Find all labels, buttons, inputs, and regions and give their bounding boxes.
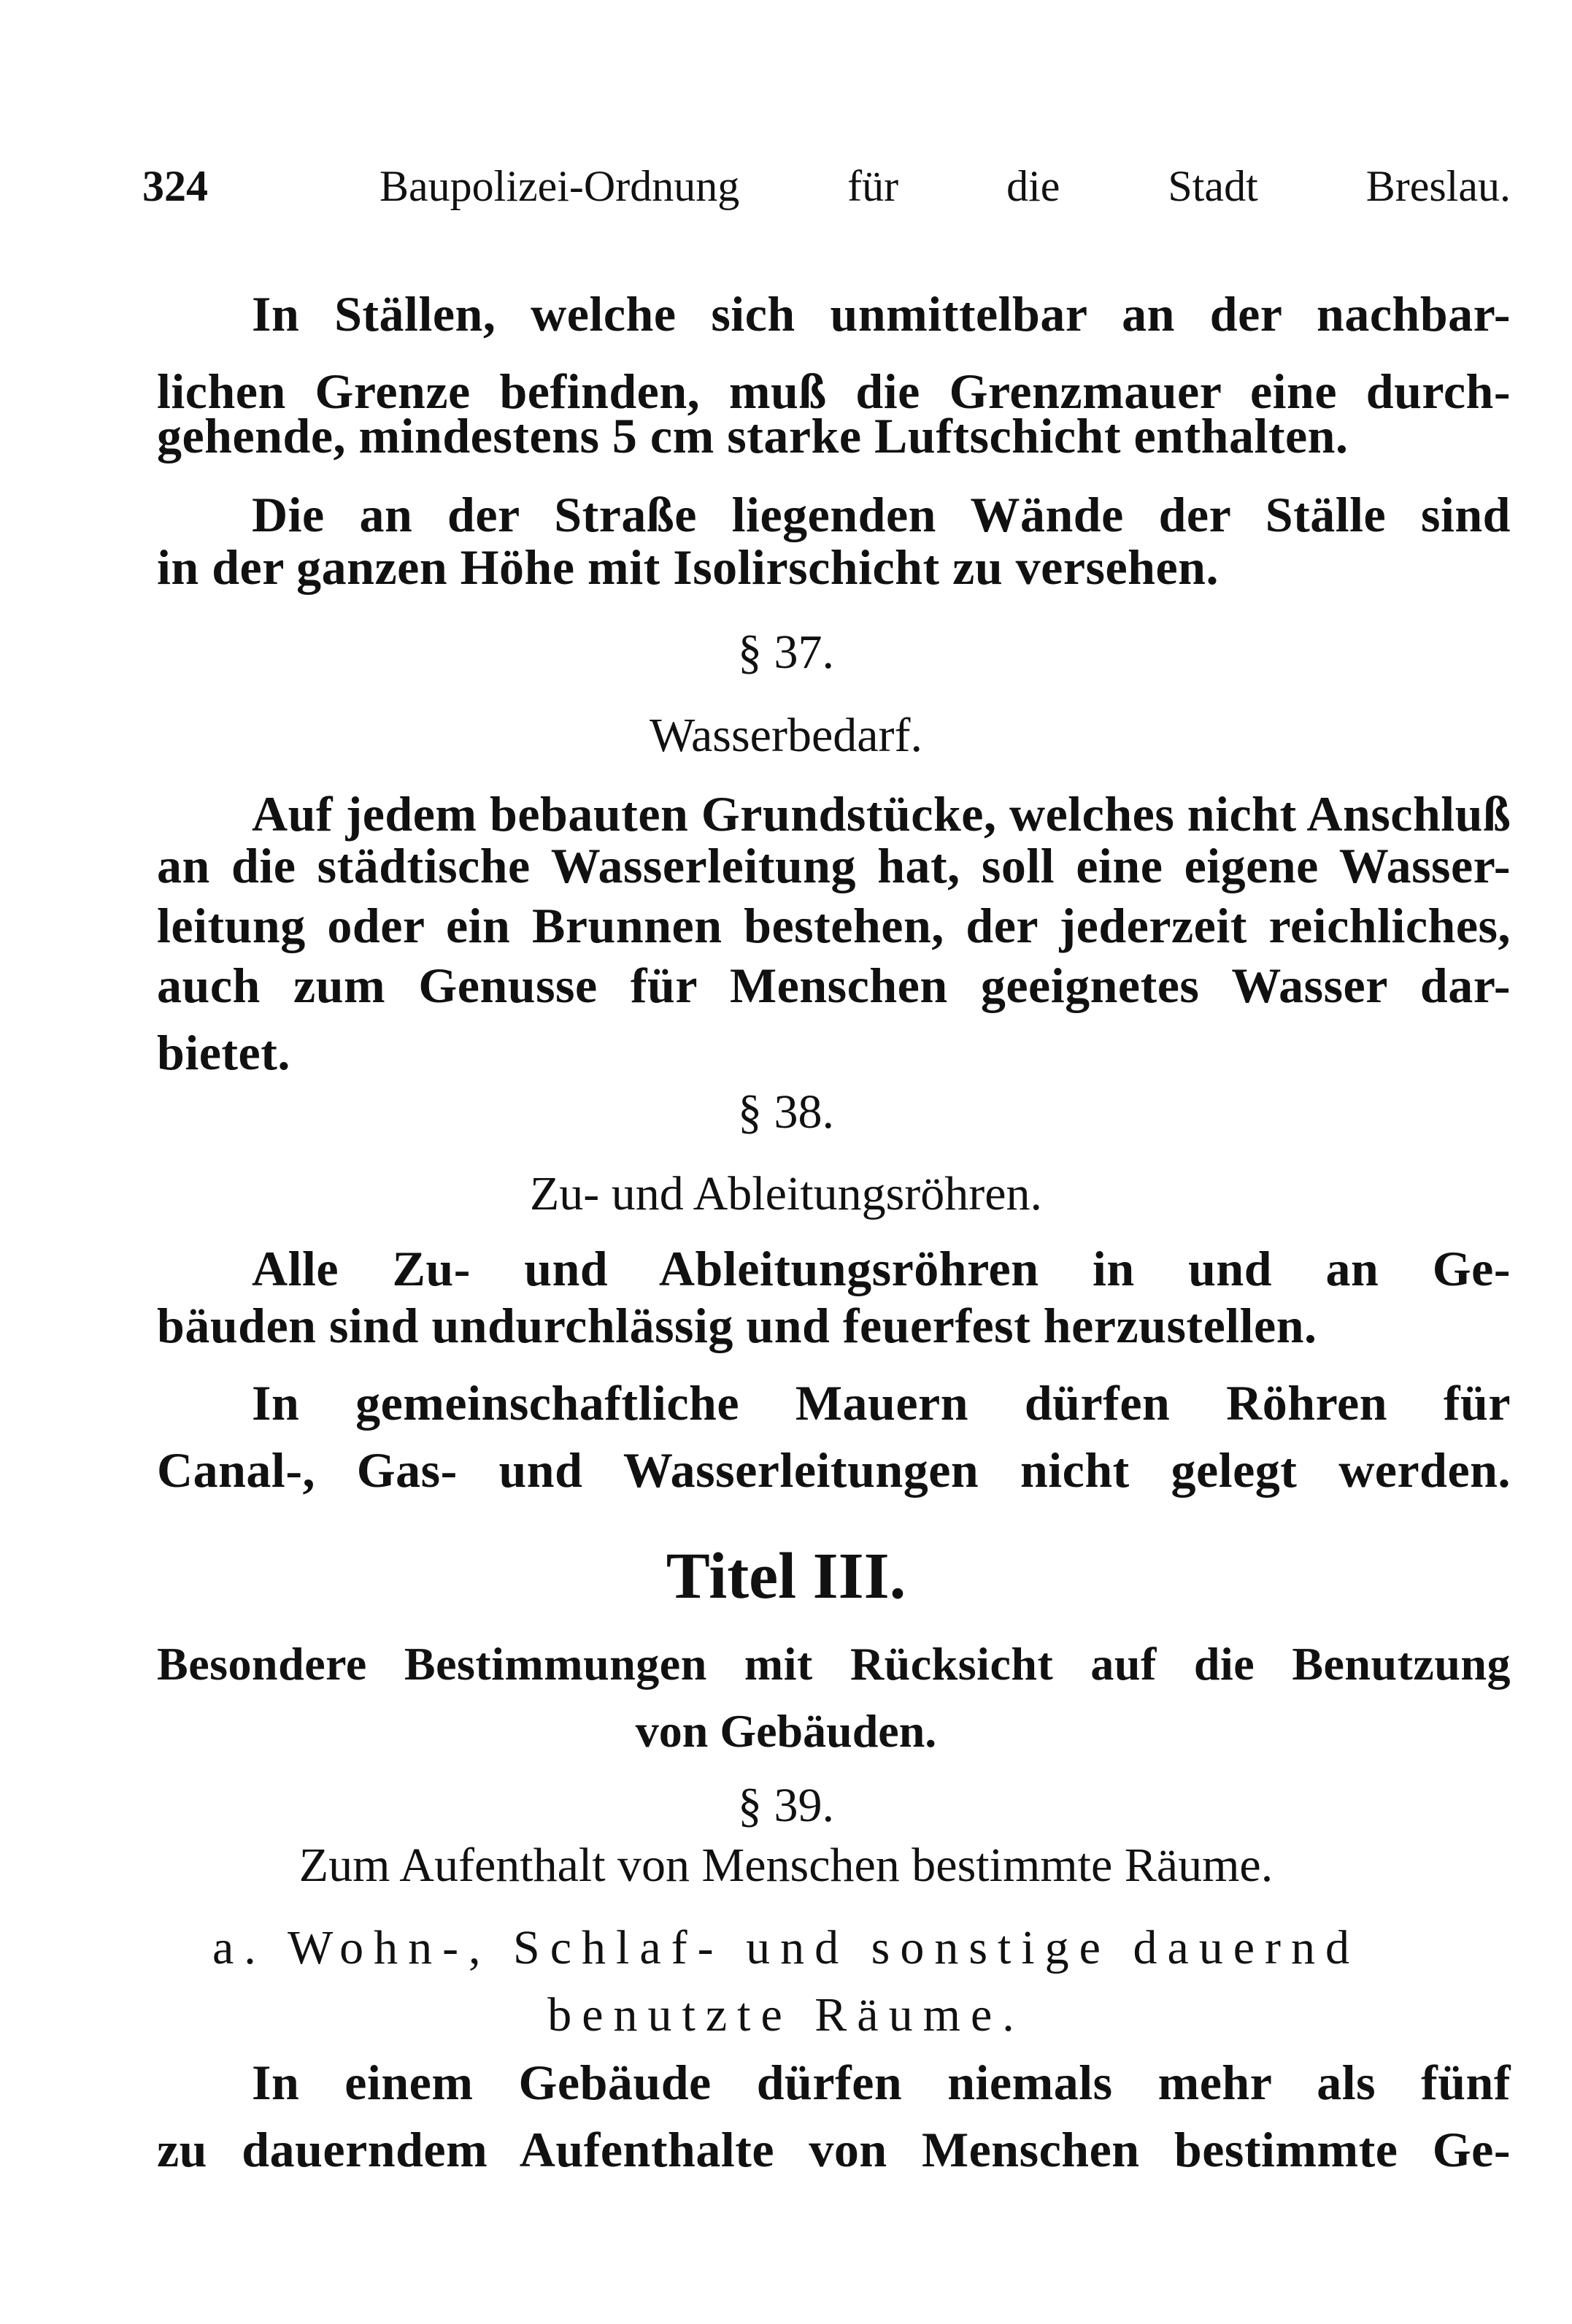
section-heading: Zu- und Ableitungsröhren. [529, 1167, 1043, 1220]
text-line: Canal-, Gas- und Wasserleitungen nicht gelegt werden. [157, 1442, 1511, 1498]
text-line: Auf jedem bebauten Grundstücke, welches nicht Anschluß [252, 786, 1511, 842]
text-line: lichen Grenze befinden, muß die Grenzmauer eine durch- [157, 363, 1511, 419]
text-line: zu dauerndem Aufenthalte von Menschen bestimmte Ge- [157, 2122, 1511, 2177]
text-line: Die an der Straße liegenden Wände der Ställe sind [252, 487, 1511, 542]
text-line: In gemeinschaftliche Mauern dürfen Röhren für [252, 1375, 1511, 1431]
running-title: Baupolizei-Ordnung für die Stadt Breslau. [379, 162, 1511, 210]
text-line: bäuden sind undurchlässig und feuerfest herzustellen. [157, 1298, 1317, 1353]
title-subheading: Besondere Bestimmungen mit Rücksicht auf die Benutzung [157, 1638, 1511, 1690]
text-line: gehende, mindestens 5 cm starke Luftschicht enthalten. [157, 408, 1349, 463]
subsection-heading: a. Wohn-, Schlaf- und sonstige dauernd [212, 1921, 1360, 1974]
section-number: § 37. [738, 626, 834, 679]
subsection-heading: benutzte Räume. [547, 1988, 1025, 2042]
section-number: § 39. [738, 1779, 834, 1832]
section-number: § 38. [738, 1085, 834, 1139]
text-line: In Ställen, welche sich unmittelbar an der nachbar- [252, 286, 1511, 342]
text-line: Alle Zu- und Ableitungsröhren in und an Ge- [252, 1241, 1511, 1296]
title-heading: Titel III. [666, 1540, 906, 1612]
section-heading: Wasserbedarf. [650, 709, 922, 762]
text-line: In einem Gebäude dürfen niemals mehr als fünf [252, 2055, 1511, 2110]
text-line: auch zum Genusse für Menschen geeignetes Wasser dar- [157, 958, 1511, 1013]
section-heading: Zum Aufenthalt von Menschen bestimmte Räume. [298, 1839, 1274, 1892]
text-line: bietet. [157, 1025, 290, 1080]
text-line: leitung oder ein Brunnen bestehen, der jederzeit reichliches, [157, 898, 1511, 953]
page-number: 324 [142, 162, 208, 210]
title-subheading: von Gebäuden. [635, 1705, 937, 1757]
text-line: an die städtische Wasserleitung hat, soll eine eigene Wasser- [157, 838, 1511, 893]
text-line: in der ganzen Höhe mit Isolirschicht zu versehen. [157, 539, 1219, 595]
